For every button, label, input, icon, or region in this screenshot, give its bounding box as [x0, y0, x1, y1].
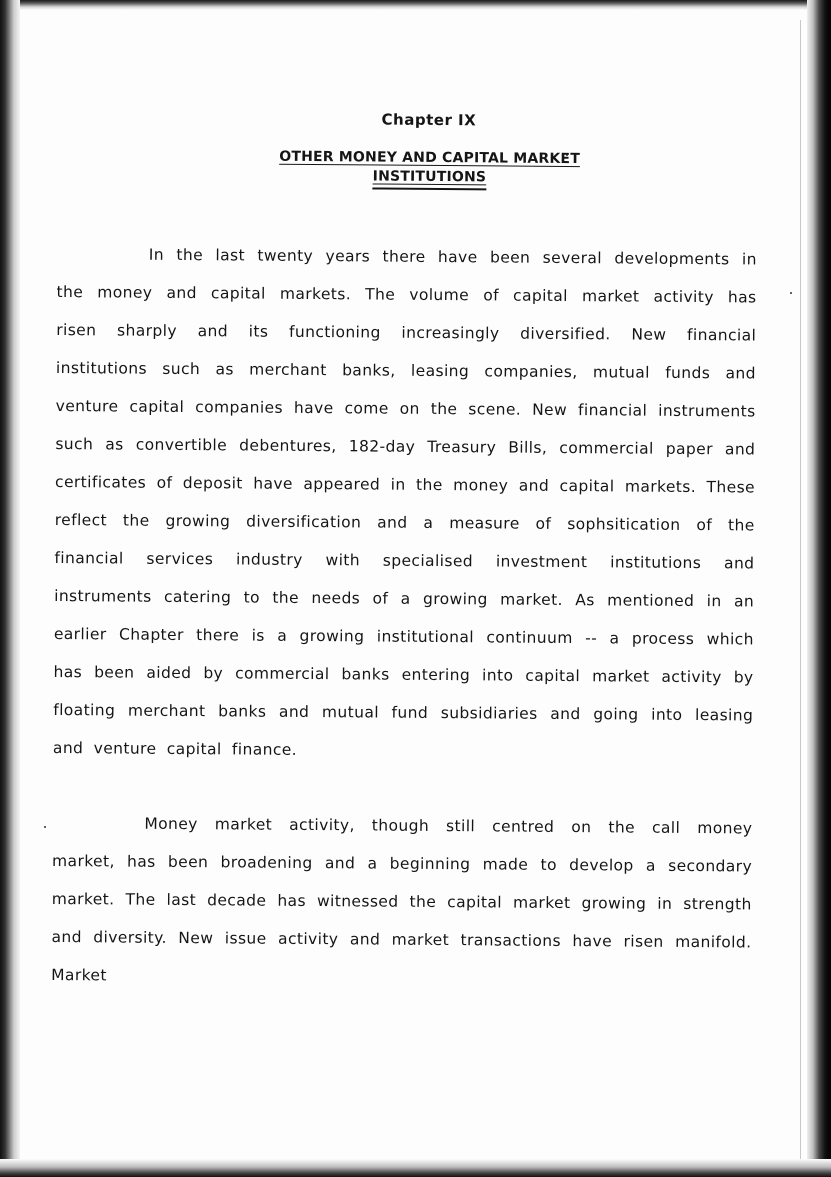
- scan-right-line: [800, 20, 801, 1160]
- paragraph-1-text: In the last twenty years there have been several developments in the money and capital markets. The volume of capital market activity has risen sharply and its functioning increasingly diversified. New financial institutions such as merchant banks, leasing companies, mutual funds and venture capital companies have come on the scene. New financial instruments such as convertible debentures, 182-day Treasury Bills, commercial paper and certificates of deposit have appeared in the money and capital markets. These reflect the growing diversification and a measure of sophsitication of the financial services industry with specialised investment institutions and instruments catering to the needs of a growing market. As mentioned in an earlier Chapter there is a growing institutional continuum -- a process which has been aided by commercial banks entering into capital market activity by floating merchant banks and mutual fund subsidiaries and going into leasing and venture capital finance.: [52, 245, 757, 759]
- scan-speck: [44, 826, 46, 828]
- scan-left-edge: [0, 0, 20, 1177]
- paragraph-2: [51, 804, 752, 999]
- paragraph-1: [53, 235, 757, 772]
- scan-speck: [790, 292, 792, 294]
- title-line-1: OTHER MONEY AND CAPITAL MARKET: [279, 148, 581, 168]
- scan-top-edge: [0, 0, 831, 10]
- title-line-2: INSTITUTIONS: [373, 167, 487, 190]
- chapter-title: [57, 146, 757, 192]
- paragraph-2-text: Money market activity, though still centred on the call money market, has been broadening and a beginning made to develop a secondary market. The last decade has witnessed the capital market growing in strength and diversity. New issue activity and market transactions have risen manifold. Market: [51, 814, 753, 985]
- chapter-label: Chapter IX: [381, 110, 477, 130]
- document-body: [51, 108, 758, 1036]
- scan-bottom-edge: [0, 1159, 831, 1177]
- scan-right-edge: [807, 0, 831, 1177]
